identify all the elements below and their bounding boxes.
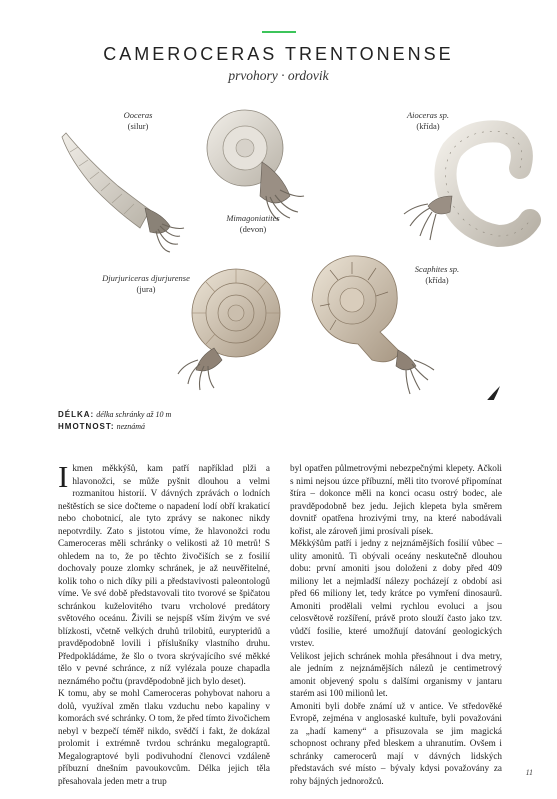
weight-value: neznámá bbox=[116, 422, 146, 431]
text-column-left bbox=[58, 459, 270, 787]
ooceras-illustration bbox=[62, 133, 184, 252]
page-title: CAMEROCERAS TRENTONENSE bbox=[103, 44, 454, 64]
text-column-right bbox=[290, 462, 502, 787]
paragraph: byl opatřen půlmetrovými nebezpečnými klepety. Ačkoli s nimi nejsou úzce příbuzní, měli tito tvorové připomínat štíra – dokonce měli na konci ocasu ostrý bodec, ale pravděpodobně bez jedu. Jejich klepeta byla směrem dovnitř opatřena hrozivými trny, na které nabodávali kořist, ale zároveň jimi prosívali písek. bbox=[290, 463, 502, 536]
specimen-period: (křída) bbox=[416, 121, 440, 131]
specimen-caption-scaphites bbox=[402, 264, 472, 286]
specimen-period: (křída) bbox=[425, 275, 449, 285]
paragraph: Velikost jejich schránek mohla přesáhnout i dva metry, ale jedním z nejznámějších nálezů je centimetrový amonit objevený spolu s dalšími organismy v jantaru starém asi 100 milionů let. bbox=[290, 650, 502, 698]
specimen-caption-djurjuriceras bbox=[86, 273, 206, 295]
specimen-caption-mimagoniatites bbox=[208, 213, 298, 235]
drop-cap: I bbox=[58, 459, 69, 494]
mimagoniatites-illustration bbox=[207, 110, 304, 220]
specimen-name: Djurjuriceras djurjurense bbox=[102, 273, 190, 283]
specimen-caption-aioceras bbox=[388, 110, 468, 132]
weight-label: HMOTNOST: bbox=[58, 422, 115, 431]
paragraph-text: kmen měkkýšů, kam patří například plži a hlavonožci, se může pyšnit dlouhou a velmi rozmanitou historií. V dávných zprávách o lodních neštěstích se sice dočteme o napadení lodí obří krakaticí nebo chobotnicí, ale tyto zprávy se nakonec nikdy nepotvrdily. Zato s jistotou víme, že hlavonožci rodu Cameroceras měli schránky o velikosti až 10 metrů! S ohledem na to, že po těchto živočiších se z fosilií dochovaly pouze zlomky schránek, je až neuvěřitelné, kolik toho o nich díky pili a představivosti paleontologů víme. Ve své době představovali tito tvorové se špičatou schránkou kuželovitého tvaru vrcholové predátory světového oceánu. Živili se nejspíš vším živým ve své blízkosti, včetně velkých druhů trilobitů, eurypteridů a pravděpodobně lovili i příslušníky vlastního druhu. Předpokládáme, že šlo o tvora skrývajícího své měkké tělo v pevné schránce, z níž vylézala pouze chapadla neznámého počtu (pravděpodobně jich bylo deset). bbox=[58, 463, 270, 686]
specimen-period: (silur) bbox=[127, 121, 149, 131]
size-comparison-icon bbox=[463, 386, 500, 400]
paragraph: Měkkýšům patří i jedny z nejznámějších fosilií vůbec – ulity amonitů. Ti obývali oceány neskutečně dlouhou dobu: první amoniti jsou doloženi z doby před 409 miliony let a nejmladší nálezy pocházejí z období asi před 66 miliony let, tedy krátce po vymření dinosaurů. Amoniti prodělali velmi rychlou evoluci a jsou celosvětově rozšíření, právě proto slouží často jako tzv. vůdčí fosilie, které umožňují datování geologických vrstev. bbox=[290, 538, 502, 648]
stats-block bbox=[58, 409, 171, 433]
specimen-period: (jura) bbox=[136, 284, 156, 294]
weight-row bbox=[58, 421, 171, 433]
specimen-period: (devon) bbox=[239, 224, 267, 234]
specimen-name: Scaphites sp. bbox=[414, 264, 460, 274]
specimen-name: Mimagoniatites bbox=[226, 213, 280, 223]
paragraph bbox=[58, 459, 270, 687]
specimen-caption-ooceras bbox=[108, 110, 168, 132]
paragraph: Amoniti byli dobře známí už v antice. Ve středověké Evropě, zejména v anglosaské kultuře, byli považováni za „hadí kameny“ a přisuzovala se jim magická schopnost ochrany před bleskem a uhranutím. Ovšem i schránky camerocerů mají v dávných lidských představách své místo – bývaly kdysi považovány za rohy bájných jednorožců. bbox=[290, 700, 502, 786]
length-label: DÉLKA: bbox=[58, 410, 95, 419]
page-subtitle: prvohory · ordovik bbox=[228, 68, 329, 83]
paragraph: K tomu, aby se mohl Cameroceras pohybovat nahoru a dolů, využíval změn tlaku vzduchu nebo kapaliny v komorách své schránky. O tom, že před tímto živočichem nebyl v bezpečí téměř nikdo, svědčí i fakt, že dokázal prolomit i extrémně tvrdou schránku megalograptů. Megalograptové byli podivuhodní členovci vzdáleně příbuzní dnešním pavoukovcům. Délka jejich těla přesahovala jeden metr a trup bbox=[58, 688, 270, 786]
page-number: 11 bbox=[525, 768, 533, 777]
length-row bbox=[58, 409, 171, 421]
aioceras-illustration bbox=[404, 131, 530, 240]
specimen-name: Aioceras sp. bbox=[406, 110, 450, 120]
length-value: délka schránky až 10 m bbox=[96, 410, 172, 419]
specimen-name: Ooceras bbox=[123, 110, 153, 120]
